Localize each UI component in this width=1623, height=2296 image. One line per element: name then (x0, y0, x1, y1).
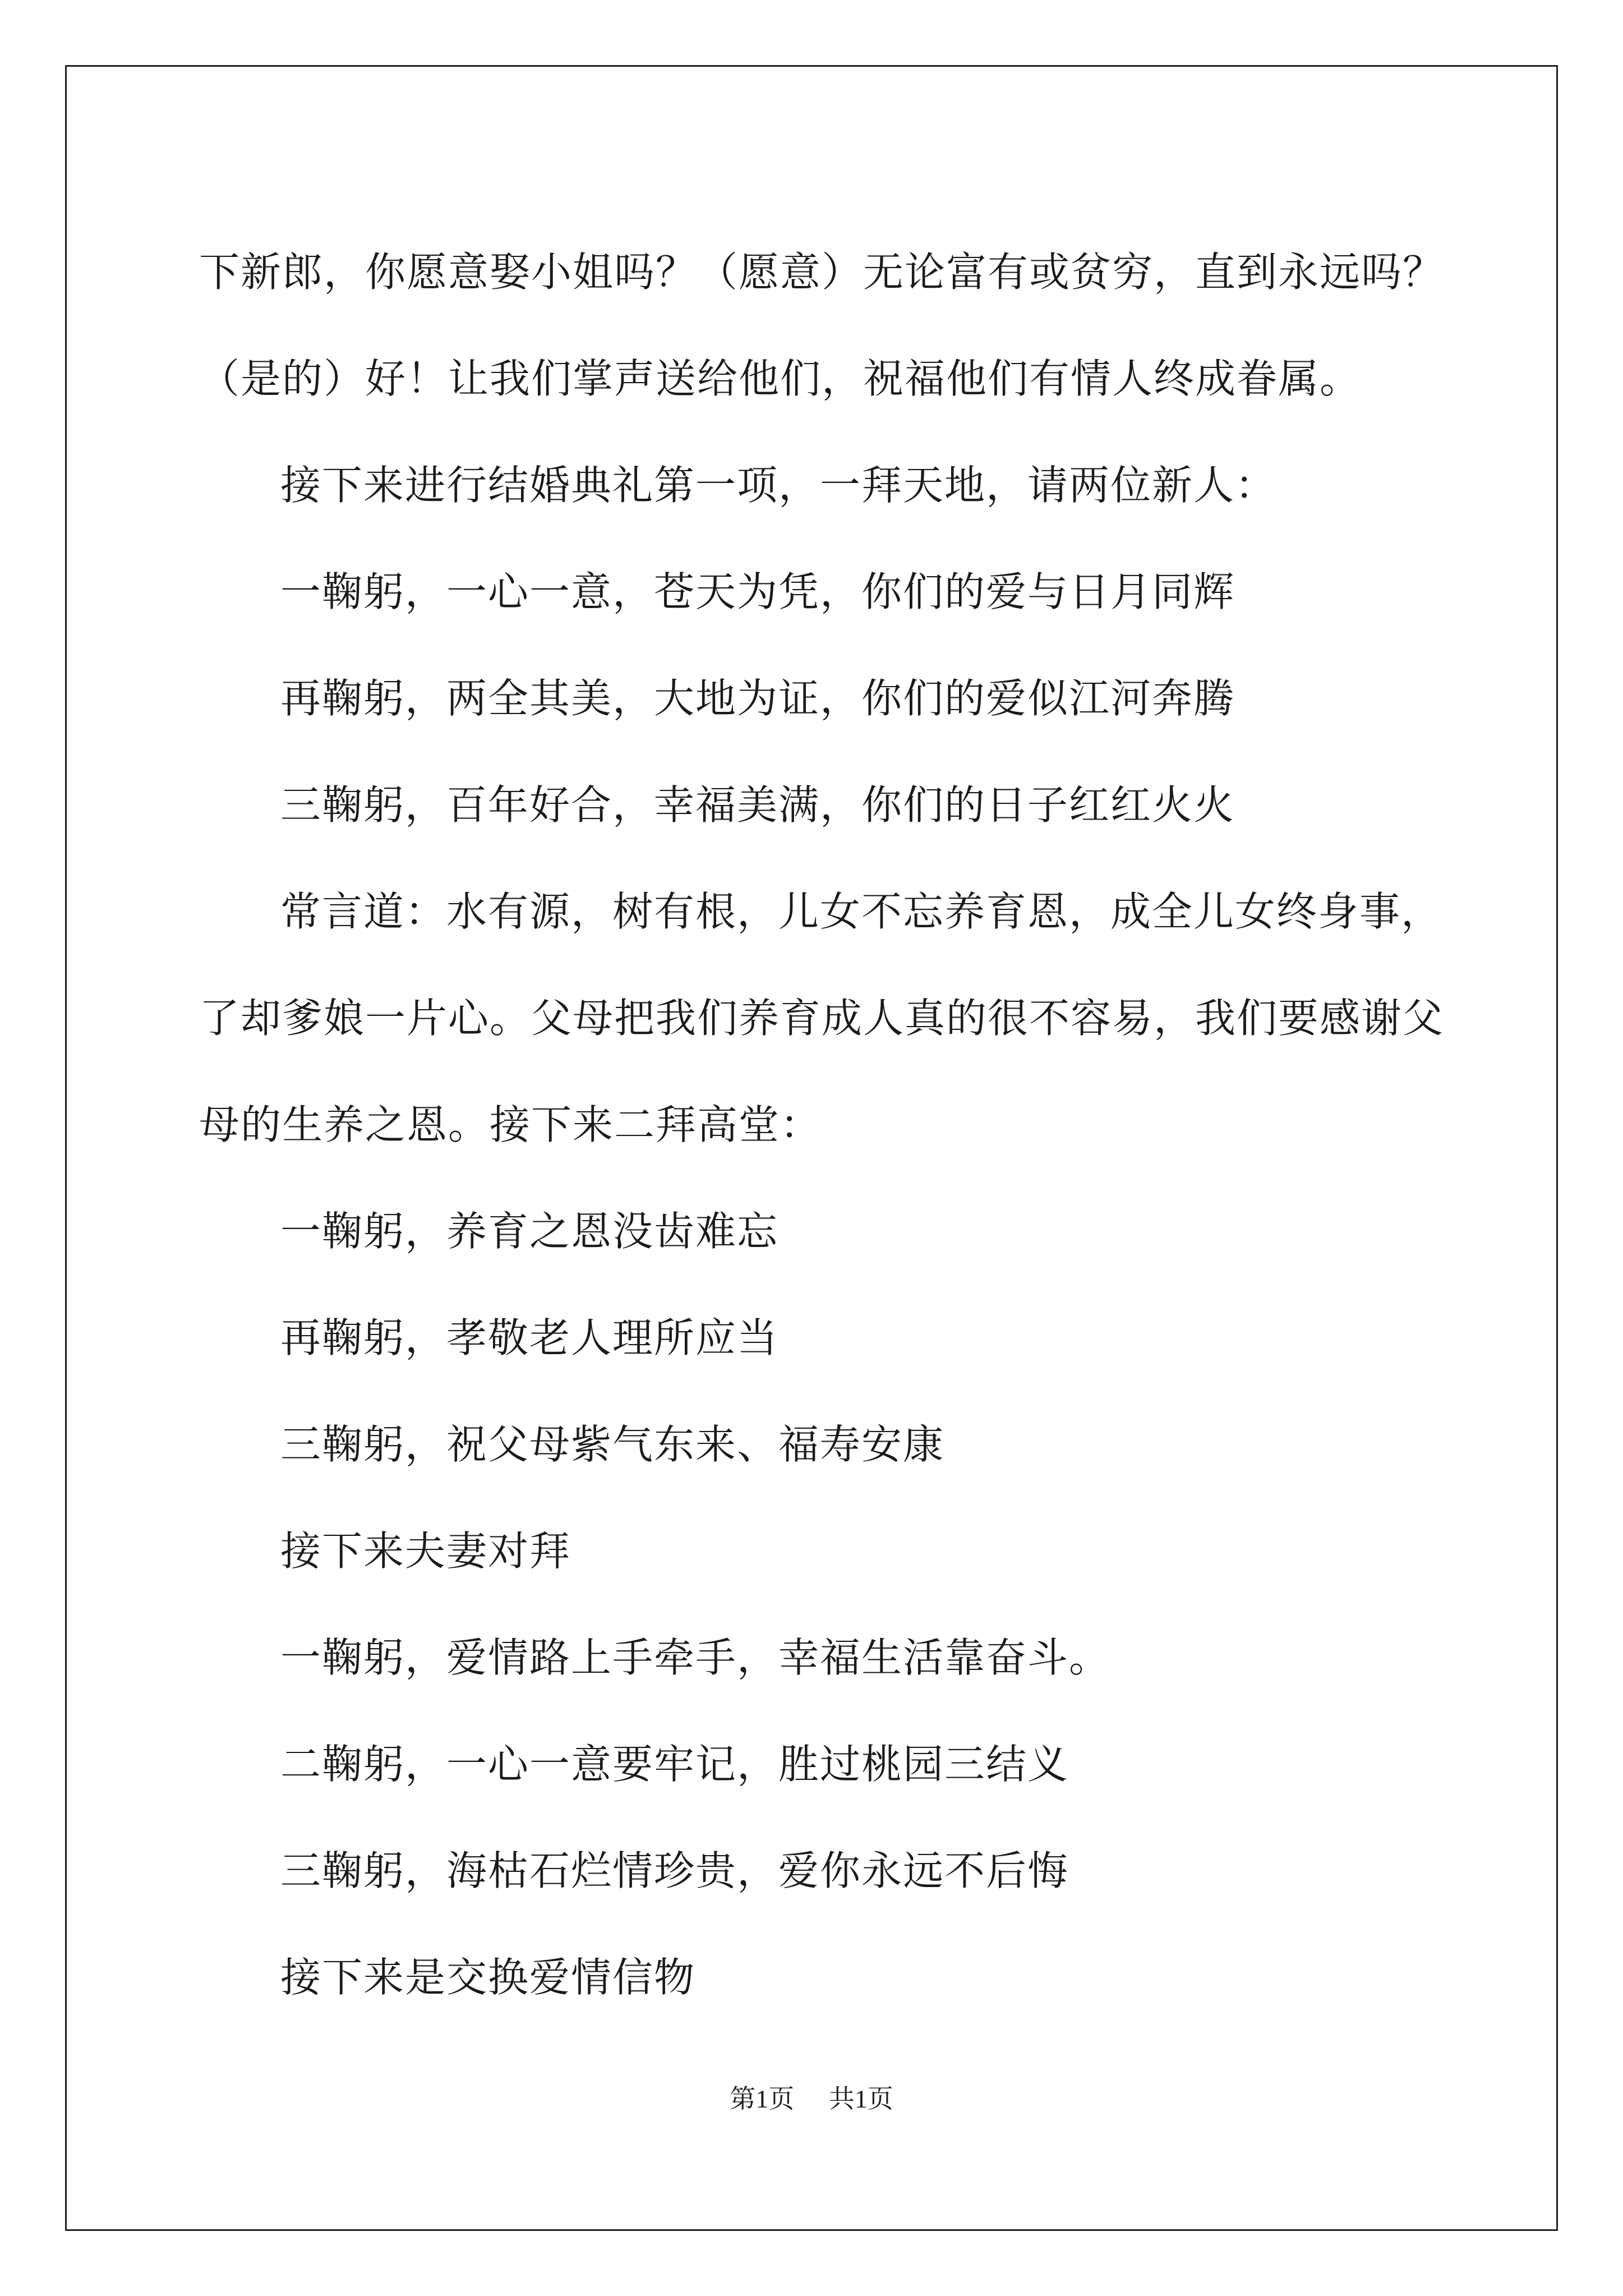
paragraph: 三鞠躬，百年好合，幸福美满，你们的日子红红火火 (280, 781, 1235, 829)
paragraph: 常言道：水有源，树有根，儿女不忘养育恩，成全儿女终身事， (280, 888, 1443, 935)
paragraph: 接下来进行结婚典礼第一项，一拜天地，请两位新人： (280, 462, 1277, 509)
paragraph: 接下来夫妻对拜 (280, 1527, 571, 1575)
paragraph: 母的生养之恩。接下来二拜高堂： (199, 1101, 822, 1148)
paragraph: 三鞠躬，海枯石烂情珍贵，爱你永远不后悔 (280, 1847, 1069, 1894)
paragraph: 再鞠躬，孝敬老人理所应当 (280, 1314, 779, 1361)
paragraph: 一鞠躬，一心一意，苍天为凭，你们的爱与日月同辉 (280, 568, 1235, 615)
paragraph: 下新郎，你愿意娶小姐吗？（愿意）无论富有或贫穷，直到永远吗？ (199, 249, 1445, 296)
paragraph: 了却爹娘一片心。父母把我们养育成人真的很不容易，我们要感谢父 (199, 995, 1445, 1042)
paragraph: 二鞠躬，一心一意要牢记，胜过桃园三结义 (280, 1741, 1069, 1788)
paragraph: 接下来是交换爱情信物 (280, 1954, 696, 2001)
page-footer (0, 2078, 1623, 2115)
page-number-current: 第1页 (730, 2085, 795, 2113)
page-number-total: 共1页 (828, 2085, 893, 2113)
document-body (199, 219, 1445, 2031)
paragraph: 再鞠躬，两全其美，大地为证，你们的爱似江河奔腾 (280, 675, 1235, 722)
paragraph: （是的）好！让我们掌声送给他们，祝福他们有情人终成眷属。 (199, 355, 1362, 402)
paragraph: 三鞠躬，祝父母紫气东来、福寿安康 (280, 1421, 945, 1468)
paragraph: 一鞠躬，养育之恩没齿难忘 (280, 1208, 779, 1255)
paragraph: 一鞠躬，爱情路上手牵手，幸福生活靠奋斗。 (280, 1634, 1111, 1681)
